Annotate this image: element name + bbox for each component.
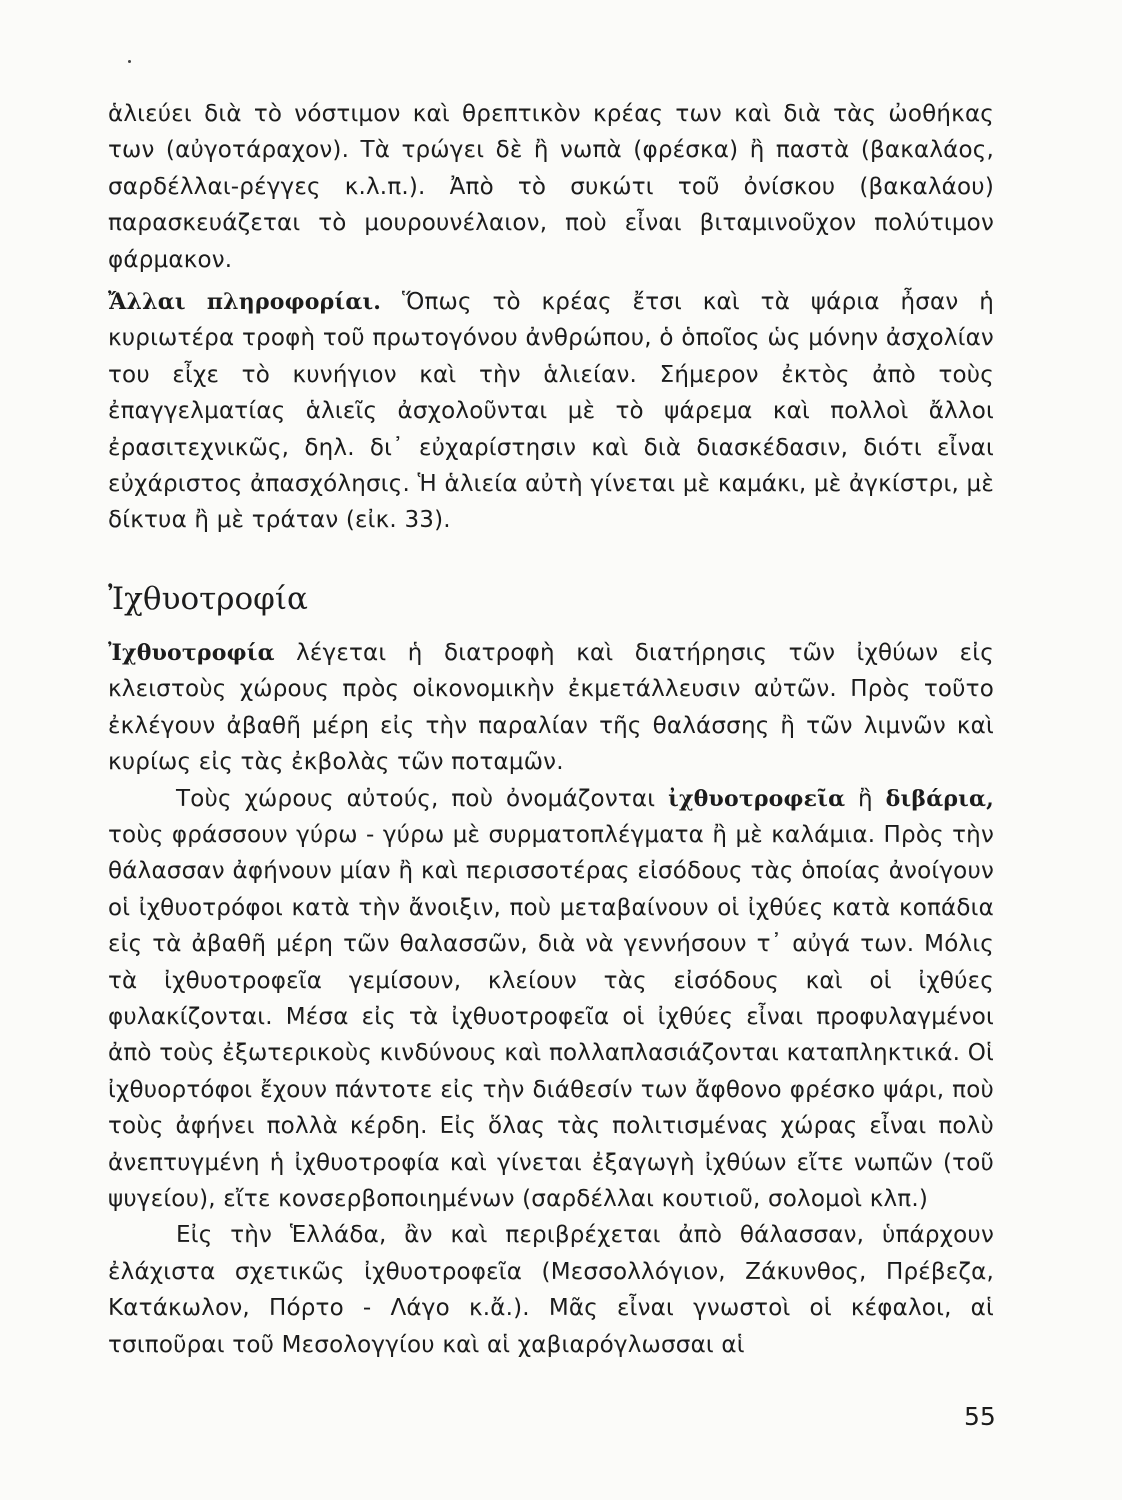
fish-farms-term-alt: διβάρια,: [885, 785, 994, 812]
fish-farming-term: Ἰχθυοτροφία: [108, 639, 275, 666]
paragraph-greece-fish-farms: Εἰς τὴν Ἑλλάδα, ἂν καὶ περιβρέχεται ἀπὸ θάλασσαν, ὑπάρχουν ἐλάχιστα σχετικῶς ἰχθυοτροφεῖα (Μεσσολλόγιον, Ζάκυνθος, Πρέβεζα, Κατάκωλον, Πόρτο - Λάγο κ.ἄ.). Μᾶς εἶναι γνωστοὶ οἱ κέφαλοι, αἱ τσιποῦραι τοῦ Μεσολογγίου καὶ αἱ χαβιαρόγλωσσαι αἱ: [108, 1222, 994, 1358]
paragraph-fish-farms: [108, 781, 994, 1218]
page-body: [108, 96, 994, 1363]
section-heading-fish-farming: Ἰχθυοτροφία: [108, 580, 308, 617]
fish-farms-term: ἰχθυοτροφεῖα: [668, 785, 846, 812]
other-info-lead: Ἄλλαι πληροφορίαι.: [108, 289, 382, 316]
paragraph-fish-farming-definition: [108, 635, 994, 781]
fish-farms-text: τοὺς φράσσουν γύρω - γύρω μὲ συρματοπλέγματα ἢ μὲ καλάμια. Πρὸς τὴν θάλασσαν ἀφήνουν μίαν ἢ καὶ περισσοτέρας εἰσόδους τὰς ὁποίας ἀνοίγουν οἱ ἰχθυοτρόφοι κατὰ τὴν ἄνοιξιν, ποὺ μεταβαίνουν οἱ ἰχθύες κατὰ κοπάδια εἰς τὰ ἀβαθῆ μέρη τῶν θαλασσῶν, διὰ νὰ γεννήσουν τ᾿ αὐγά των. Μόλις τὰ ἰχθυοτροφεῖα γεμίσουν, κλείουν τὰς εἰσόδους καὶ οἱ ἰχθύες φυλακίζονται. Μέσα εἰς τὰ ἰχθυοτροφεῖα οἱ ἰχθύες εἶναι προφυλαγμένοι ἀπὸ τοὺς ἐξωτερικοὺς κινδύνους καὶ πολλαπλασιάζονται καταπληκτικά. Οἱ ἰχθυορτόφοι ἔχουν πάντοτε εἰς τὴν διάθεσίν των ἄφθονο φρέσκο ψάρι, ποὺ τοὺς ἀφήνει πολλὰ κέρδη. Εἰς ὅλας τὰς πολιτισμένας χώρας εἶναι πολὺ ἀνεπτυγμένη ἡ ἰχθυοτροφία καὶ γίνεται ἐξαγωγὴ ἰχθύων εἴτε νωπῶν (τοῦ ψυγείου), εἴτε κονσερβοποιημένων (σαρδέλλαι κουτιοῦ, σολομοὶ κλπ.): [108, 821, 994, 1212]
fish-farms-conjunction: ἢ: [845, 785, 886, 812]
page-number: 55: [964, 1402, 996, 1431]
paragraph-fish-use: ἁλιεύει διὰ τὸ νόστιμον καὶ θρεπτικὸν κρέας των καὶ διὰ τὰς ὠοθήκας των (αὐγοτάραχον). Τὰ τρώγει δὲ ἢ νωπὰ (φρέσκα) ἢ παστὰ (βακαλάος, σαρδέλλαι-ρέγγες κ.λ.π.). Ἀπὸ τὸ συκώτι τοῦ ὀνίσκου (βακαλάου) παρασκευάζεται τὸ μουρουνέλαιον, ποὺ εἶναι βιταμινοῦχον πολύτιμον φάρμακον.: [108, 101, 994, 273]
other-info-text: Ὅπως τὸ κρέας ἔτσι καὶ τὰ ψάρια ἦσαν ἡ κυριωτέρα τροφὴ τοῦ πρωτογόνου ἀνθρώπου, ὁ ὁποῖος ὡς μόνην ἀσχολίαν του εἶχε τὸ κυνήγιον καὶ τὴν ἁλιείαν. Σήμερον ἐκτὸς ἀπὸ τοὺς ἐπαγγελματίας ἁλιεῖς ἀσχολοῦνται μὲ τὸ ψάρεμα καὶ πολλοὶ ἄλλοι ἐρασιτεχνικῶς, δηλ. δι᾿ εὐχαρίστησιν καὶ διὰ διασκέδασιν, διότι εἶναι εὐχάριστος ἀπασχόλησις. Ἡ ἁλιεία αὐτὴ γίνεται μὲ καμάκι, μὲ ἀγκίστρι, μὲ δίκτυα ἢ μὲ τράταν (εἰκ. 33).: [108, 289, 994, 534]
paragraph-other-info: [108, 284, 994, 539]
fish-farming-definition-text: λέγεται ἡ διατροφὴ καὶ διατήρησις τῶν ἰχθύων εἰς κλειστοὺς χώρους πρὸς οἰκονομικὴν ἐκμετάλλευσιν αὐτῶν. Πρὸς τοῦτο ἐκλέγουν ἀβαθῆ μέρη εἰς τὴν παραλίαν τῆς θαλάσσης ἢ τῶν λιμνῶν καὶ κυρίως εἰς τὰς ἐκβολὰς τῶν ποταμῶν.: [108, 639, 994, 776]
scan-speck: [128, 60, 131, 63]
fish-farms-intro: Τοὺς χώρους αὐτούς, ποὺ ὀνομάζονται: [176, 785, 669, 812]
